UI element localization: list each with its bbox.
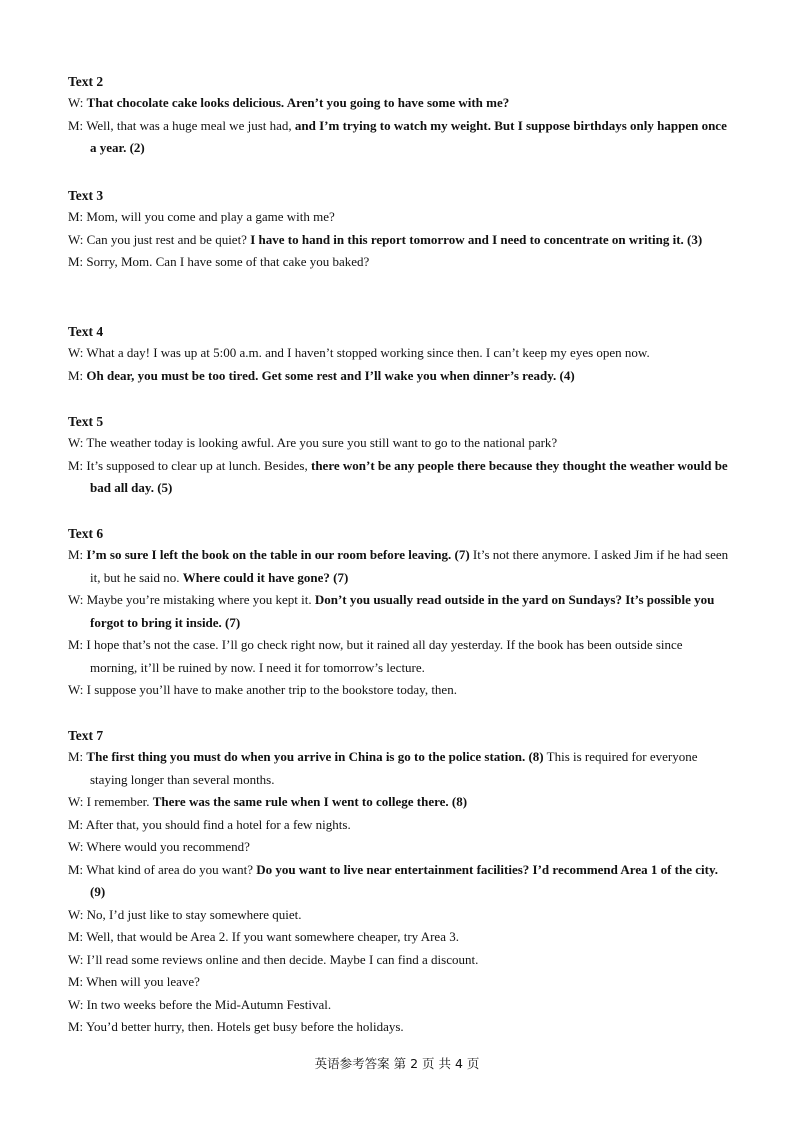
section-text-5 (68, 412, 732, 500)
dialogue-text: Maybe you’re mistaking where you kept it. (86, 592, 315, 607)
dialogue-text: After that, you should find a hotel for a few nights. (85, 816, 351, 832)
dialogue-line (68, 904, 732, 927)
dialogue-text: I’ll read some reviews online and then decide. Maybe I can find a discount. (86, 951, 479, 967)
section-title: Text 3 (68, 188, 104, 203)
speaker: W: (68, 996, 84, 1012)
dialogue-text: When will you leave? (86, 974, 200, 989)
speaker: W: (68, 906, 84, 922)
dialogue-line (68, 791, 732, 814)
dialogue-text: It’s supposed to clear up at lunch. Besides, (86, 457, 311, 473)
dialogue-text: What kind of area do you want? (86, 861, 257, 877)
dialogue-line (68, 949, 732, 972)
speaker: M: (68, 929, 84, 944)
speaker: M: (68, 974, 84, 989)
speaker: W: (68, 592, 84, 607)
dialogue-text: This is required for everyone staying longer than several months. (90, 749, 698, 787)
dialogue-line (68, 115, 732, 160)
speaker: W: (68, 794, 84, 809)
dialogue-line (68, 836, 732, 859)
speaker: M: (68, 209, 84, 224)
section-text-7 (68, 726, 732, 1039)
section-text-3 (68, 186, 732, 274)
dialogue-line (68, 634, 732, 679)
speaker: M: (68, 749, 84, 764)
speaker: M: (68, 457, 84, 473)
dialogue-text: You’d better hurry, then. Hotels get busy before the holidays. (85, 1019, 404, 1034)
dialogue-line (68, 229, 732, 252)
dialogue-text: I remember. (86, 794, 153, 809)
section-title: Text 2 (68, 74, 104, 89)
dialogue-text: In two weeks before the Mid-Autumn Festival. (86, 996, 332, 1012)
speaker: M: (68, 254, 84, 269)
answer-text: Don’t you usually read outside in the yard on Sundays? It’s possible you forgot to bring it inside. (7) (90, 592, 715, 630)
section-title: Text 7 (68, 728, 104, 743)
dialogue-line (68, 206, 732, 229)
dialogue-line (68, 365, 732, 388)
answer-text: Oh dear, you must be too tired. Get some rest and I’ll wake you when dinner’s ready. (4) (86, 367, 575, 383)
dialogue-text: Where would you recommend? (86, 839, 250, 854)
speaker: M: (68, 547, 84, 562)
answer-text: and I’m trying to watch my weight. But I suppose birthdays only happen once a year. (2) (90, 117, 727, 155)
dialogue-text: It’s not there anymore. I asked Jim if he had seen it, but he said no. (90, 547, 729, 585)
speaker: M: (68, 816, 84, 832)
dialogue-line (68, 251, 732, 274)
dialogue-line (68, 971, 732, 994)
answer-text: Where could it have gone? (7) (182, 569, 349, 585)
section-text-6 (68, 524, 732, 702)
answer-text: The first thing you must do when you arrive in China is go to the police station. (8) (86, 749, 544, 764)
dialogue-line (68, 994, 732, 1017)
dialogue-text: No, I’d just like to stay somewhere quiet. (86, 906, 302, 922)
speaker: W: (68, 345, 84, 360)
dialogue-line (68, 746, 732, 791)
dialogue-line (68, 544, 732, 589)
dialogue-text: The weather today is looking awful. Are you sure you still want to go to the national park? (86, 435, 558, 450)
answer-text: I have to hand in this report tomorrow and I need to concentrate on writing it. (3) (250, 231, 703, 247)
answer-text: There was the same rule when I went to college there. (8) (152, 794, 468, 809)
speaker: M: (68, 117, 84, 133)
speaker: W: (68, 951, 84, 967)
dialogue-line (68, 814, 732, 837)
answer-text: That chocolate cake looks delicious. Aren’t you going to have some with me? (86, 95, 510, 110)
speaker: W: (68, 682, 84, 697)
section-title: Text 5 (68, 414, 104, 429)
section-title: Text 6 (68, 526, 104, 541)
dialogue-line (68, 432, 732, 455)
dialogue-text: What a day! I was up at 5:00 a.m. and I haven’t stopped working since then. I can’t keep my eyes open now. (86, 345, 650, 360)
speaker: M: (68, 367, 84, 383)
answer-text: there won’t be any people there because they thought the weather would be bad all day. (5) (90, 457, 728, 495)
dialogue-text: Well, that would be Area 2. If you want somewhere cheaper, try Area 3. (86, 929, 459, 944)
speaker: M: (68, 861, 84, 877)
speaker: W: (68, 839, 84, 854)
section-text-4 (68, 322, 732, 387)
dialogue-line (68, 455, 732, 500)
section-title: Text 4 (68, 324, 104, 339)
answer-text: I’m so sure I left the book on the table in our room before leaving. (7) (86, 547, 470, 562)
speaker: M: (68, 1019, 84, 1034)
page-footer: 英语参考答案 第 2 页 共 4 页 (314, 1056, 480, 1071)
section-text-2 (68, 72, 732, 160)
dialogue-text: I hope that’s not the case. I’ll go check right now, but it rained all day yesterday. If the book has been outside since morning, it’ll be ruined by now. I need it for tomorrow’s lecture. (86, 637, 683, 675)
dialogue-line (68, 679, 732, 702)
dialogue-line (68, 589, 732, 634)
dialogue-text: I suppose you’ll have to make another trip to the bookstore today, then. (86, 682, 457, 697)
speaker: M: (68, 637, 84, 652)
dialogue-text: Sorry, Mom. Can I have some of that cake you baked? (86, 254, 370, 269)
dialogue-text: Can you just rest and be quiet? (86, 231, 251, 247)
dialogue-line (68, 92, 732, 115)
dialogue-text: Mom, will you come and play a game with me? (86, 209, 335, 224)
answer-text: Do you want to live near entertainment facilities? I’d recommend Area 1 of the city. (9) (90, 861, 719, 899)
dialogue-line (68, 926, 732, 949)
dialogue-line (68, 342, 732, 365)
dialogue-line (68, 859, 732, 904)
speaker: W: (68, 231, 84, 247)
speaker: W: (68, 95, 84, 110)
dialogue-line (68, 1016, 732, 1039)
dialogue-text: Well, that was a huge meal we just had, (86, 117, 295, 133)
speaker: W: (68, 435, 84, 450)
